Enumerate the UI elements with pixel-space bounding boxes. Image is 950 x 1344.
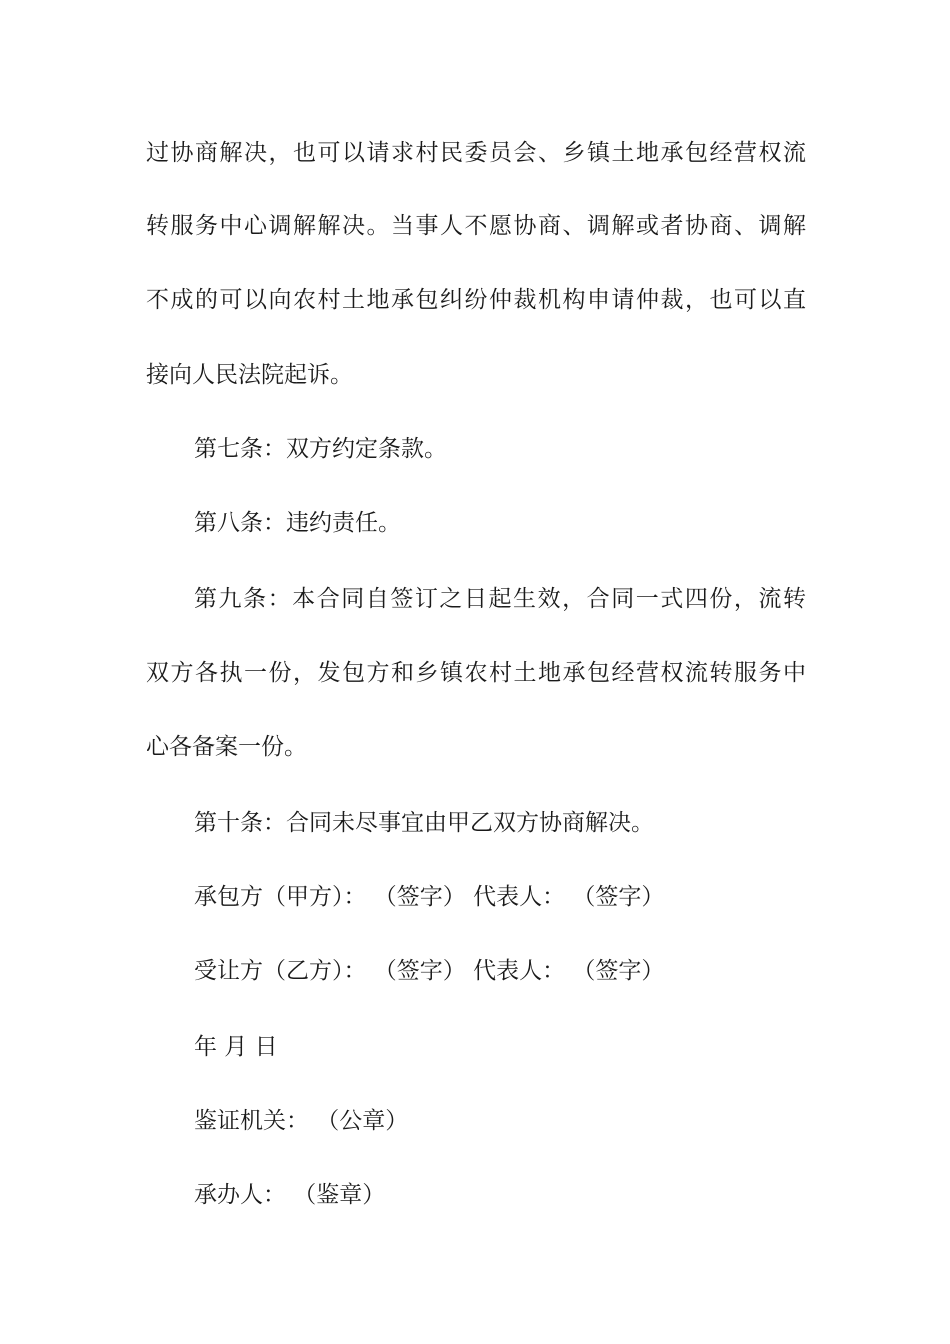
article-seven: 第七条：双方约定条款。 [194, 436, 447, 462]
article-nine-line-3: 心各备案一份。 [146, 734, 307, 760]
date-line: 年 月 日 [194, 1034, 278, 1060]
certifying-authority-line: 鉴证机关： （公章） [194, 1108, 409, 1134]
article-nine-line-2: 双方各执一份，发包方和乡镇农村土地承包经营权流转服务中 [146, 660, 806, 686]
article-ten: 第十条：合同未尽事宜由甲乙双方协商解决。 [194, 810, 654, 836]
party-a-signature-line: 承包方（甲方）： （签字） 代表人： （签字） [194, 884, 665, 910]
party-b-signature-line: 受让方（乙方）： （签字） 代表人： （签字） [194, 958, 665, 984]
article-nine-line-1: 第九条：本合同自签订之日起生效，合同一式四份，流转 [194, 586, 806, 612]
handler-line: 承办人： （鉴章） [194, 1182, 386, 1208]
paragraph-line-3: 不成的可以向农村土地承包纠纷仲裁机构申请仲裁，也可以直 [146, 287, 806, 313]
paragraph-line-2: 转服务中心调解解决。当事人不愿协商、调解或者协商、调解 [146, 213, 806, 239]
paragraph-line-1: 过协商解决，也可以请求村民委员会、乡镇土地承包经营权流 [146, 140, 806, 166]
paragraph-line-4: 接向人民法院起诉。 [146, 362, 353, 388]
article-eight: 第八条：违约责任。 [194, 510, 401, 536]
